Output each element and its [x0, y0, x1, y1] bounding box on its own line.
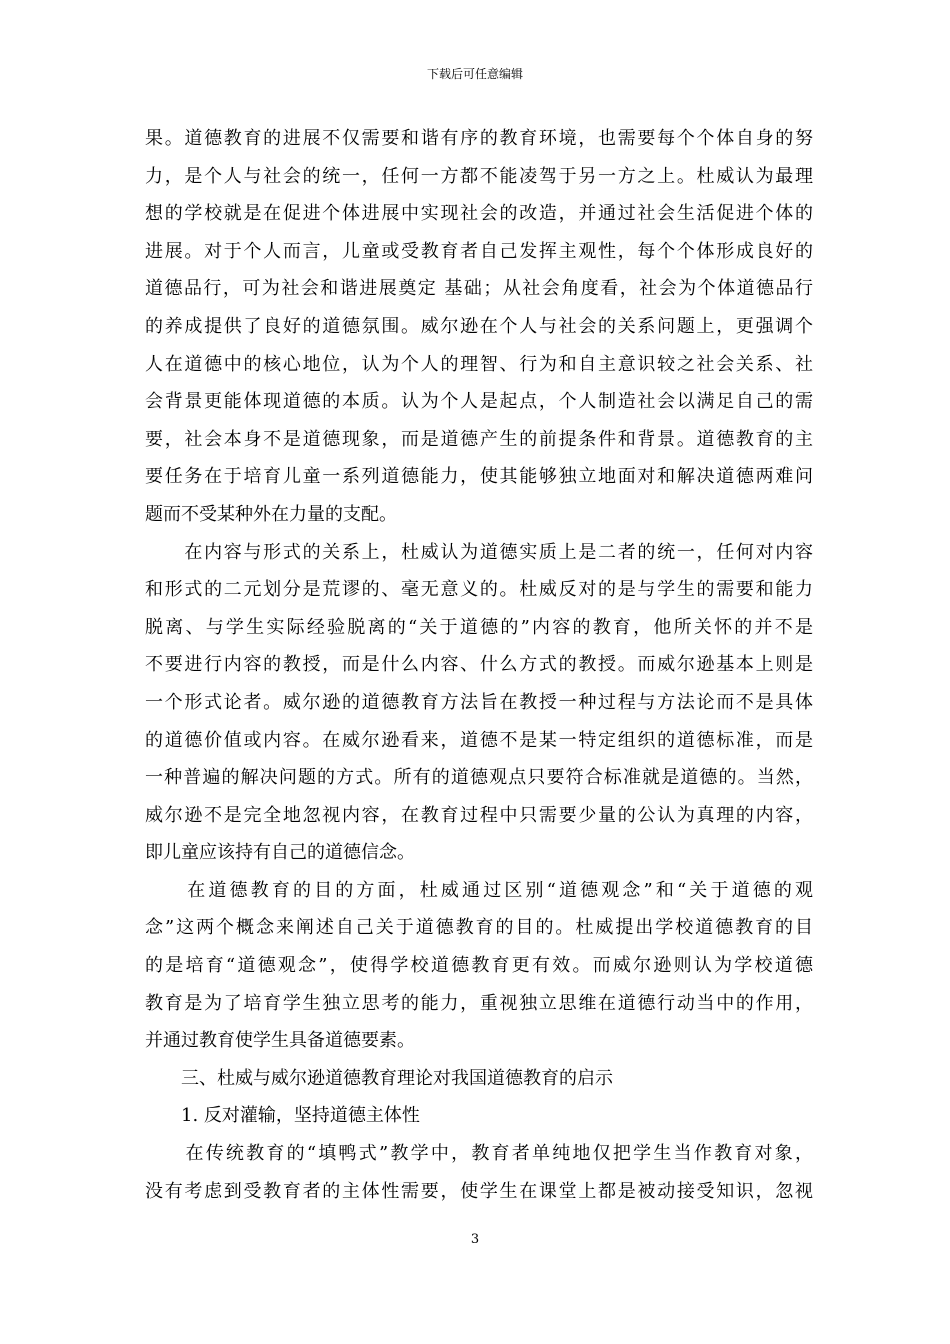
text-line: 在道德教育的目的方面，杜威通过区别“道德观念”和“关于道德的观: [145, 879, 813, 901]
text-line: 念”这两个概念来阐述自己关于道德教育的目的。杜威提出学校道德教育的目: [145, 917, 813, 939]
text-line: 在传统教育的“填鸭式”教学中，教育者单纯地仅把学生当作教育对象，: [145, 1143, 813, 1165]
text-line: 教育是为了培育学生独立思考的能力，重视独立思维在道德行动当中的作用，: [145, 992, 813, 1014]
text-line: 在内容与形式的关系上，杜威认为道德实质上是二者的统一，任何对内容: [145, 541, 813, 563]
text-line: 一种普遍的解决问题的方式。所有的道德观点只要符合标准就是道德的。当然，: [145, 767, 813, 789]
text-line: 要任务在于培育儿童一系列道德能力，使其能够独立地面对和解决道德两难问: [145, 466, 813, 488]
text-line: 三、杜威与威尔逊道德教育理论对我国道德教育的启示: [145, 1067, 613, 1089]
text-line: 不要进行内容的教授，而是什么内容、什么方式的教授。而威尔逊基本上则是: [145, 654, 813, 676]
text-line: 人在道德中的核心地位，认为个人的理智、行为和自主意识较之社会关系、社: [145, 353, 813, 375]
text-line: 题而不受某种外在力量的支配。: [145, 503, 397, 525]
text-line: 威尔逊不是完全地忽视内容，在教育过程中只需要少量的公认为真理的内容，: [145, 804, 813, 826]
text-line: 并通过教育使学生具备道德要素。: [145, 1030, 415, 1052]
text-line: 没有考虑到受教育者的主体性需要，使学生在课堂上都是被动接受知识，忽视: [145, 1180, 813, 1202]
text-line: 和形式的二元划分是荒谬的、毫无意义的。杜威反对的是与学生的需要和能力: [145, 579, 813, 601]
page-header: 下载后可任意编辑: [426, 67, 523, 81]
text-line: 要，社会本身不是道德现象，而是道德产生的前提条件和背景。道德教育的主: [145, 428, 813, 450]
text-line: 力，是个人与社会的统一，任何一方都不能凌驾于另一方之上。杜威认为最理: [145, 165, 813, 187]
text-line: 1. 反对灌输，坚持道德主体性: [145, 1105, 420, 1127]
text-line: 脱离、与学生实际经验脱离的“关于道德的”内容的教育，他所关怀的并不是: [145, 616, 813, 638]
text-line: 一个形式论者。威尔逊的道德教育方法旨在教授一种过程与方法论而不是具体: [145, 691, 813, 713]
text-line: 的养成提供了良好的道德氛围。威尔逊在个人与社会的关系问题上，更强调个: [145, 315, 813, 337]
text-line: 会背景更能体现道德的本质。认为个人是起点，个人制造社会以满足自己的需: [145, 391, 813, 413]
text-line: 道德品行，可为社会和谐进展奠定 基础；从社会角度看，社会为个体道德品行: [145, 278, 813, 300]
page-number: 3: [470, 1232, 480, 1247]
text-line: 果。道德教育的进展不仅需要和谐有序的教育环境，也需要每个个体自身的努: [145, 128, 813, 149]
text-line: 想的学校就是在促进个体进展中实现社会的改造，并通过社会生活促进个体的: [145, 203, 813, 225]
text-line: 进展。对于个人而言，儿童或受教育者自己发挥主观性，每个个体形成良好的: [145, 240, 813, 262]
text-line: 的道德价值或内容。在威尔逊看来，道德不是某一特定组织的道德标准，而是: [145, 729, 813, 751]
body-text: [145, 120, 813, 1210]
text-line: 即儿童应该持有自己的道德信念。: [145, 842, 415, 864]
text-line: 的是培育“道德观念”，使得学校道德教育更有效。而威尔逊则认为学校道德: [145, 955, 813, 977]
